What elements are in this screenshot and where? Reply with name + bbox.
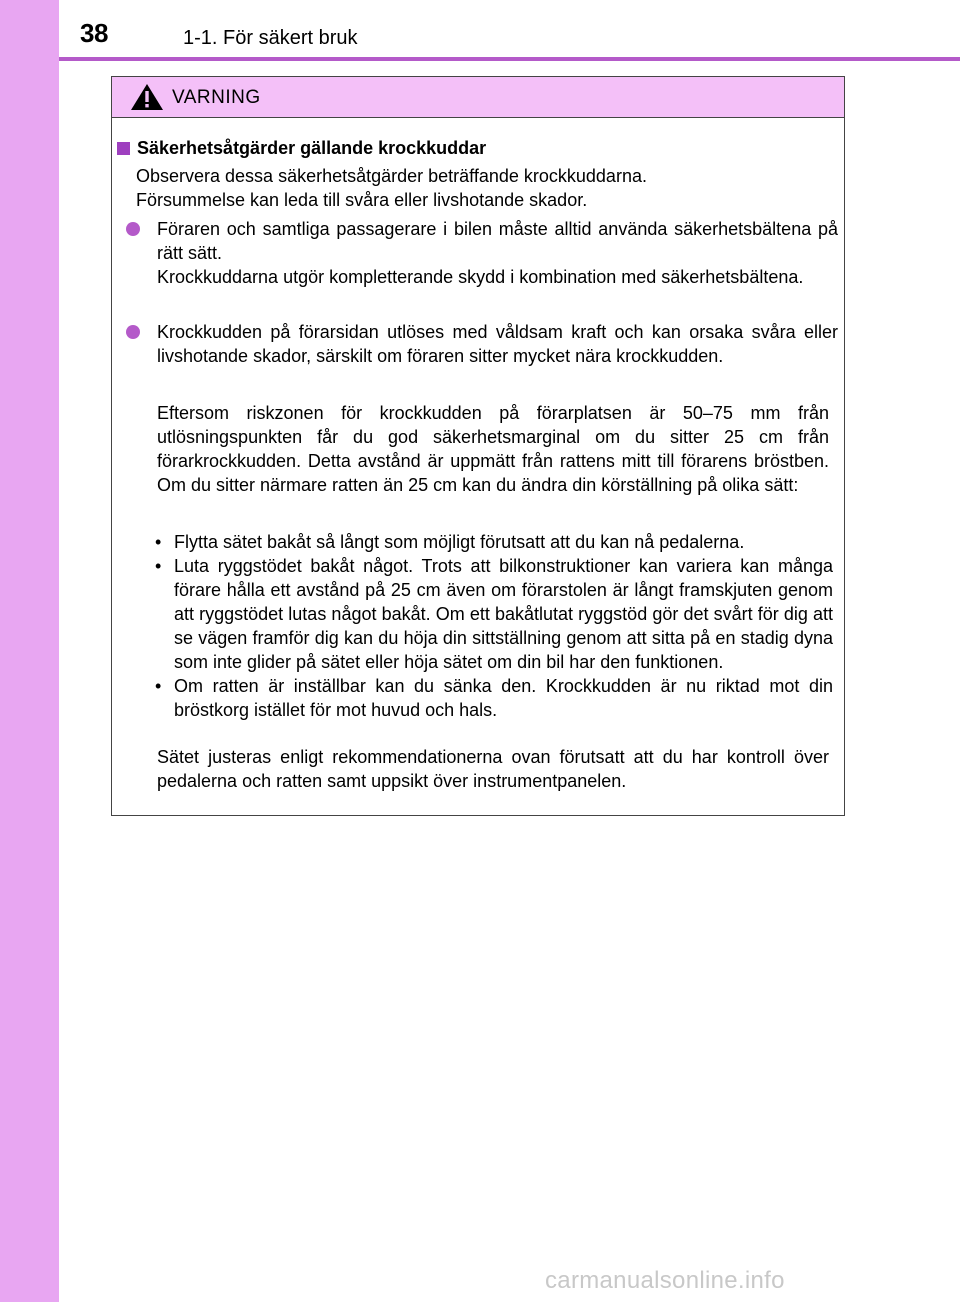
page-header [59,0,960,60]
list-item [152,530,833,554]
dot-bullet: • [155,556,162,576]
warning-triangle-icon [130,83,164,116]
watermark: carmanualsonline.info [545,1267,785,1294]
intro-text: Observera dessa säkerhetsåtgärder beträffande krockkuddarna. Försummelse kan leda till svåra eller livshotande skador. [136,166,647,210]
dot-bullet: • [155,676,162,696]
warning-heading-text: Säkerhetsåtgärder gällande krockkuddar [137,138,487,158]
side-color-strip [0,0,59,1302]
dot-bullet: • [155,532,162,552]
list-item [126,320,838,368]
square-bullet-icon [117,142,130,155]
list-item [152,674,833,722]
warning-heading [117,138,837,159]
list-item-text: Om ratten är inställbar kan du sänka den. Krockkudden är nu riktad mot din bröstkorg istället för mot huvud och hals. [174,676,833,720]
warning-box [111,76,845,816]
circle-bullet-icon [126,222,140,236]
warning-title: VARNING [172,87,261,108]
list-item [126,217,838,289]
bullet-extra-text: Krockkuddarna utgör kompletterande skydd i kombination med säkerhetsbältena. [157,267,804,287]
list-item [152,554,833,674]
distance-paragraph: Eftersom riskzonen för krockkudden på förarplatsen är 50–75 mm från utlösningspunkten får du god säkerhetsmarginal om du sitter 25 cm från förarkrockkudden. Detta avstånd är uppmätt från rattens mitt till förarens bröstben. Om du sitter närmare ratten än 25 cm kan du ändra din körställning på olika sätt: [157,403,829,495]
header-divider [59,57,960,61]
bullet-text: Föraren och samtliga passagerare i bilen måste alltid använda säkerhetsbältena på rätt sätt. [157,219,838,263]
list-item-text: Luta ryggstödet bakåt något. Trots att bilkonstruktioner kan variera kan många förare hålla ett avstånd på 25 cm även om förarstolen är långt framskjuten genom att ryggstödet lutas något bakåt. Om ett bakåtlutat ryggstöd gör det svårt för dig att se vägen framför dig kan du höja din sittställning genom att sitta på en stadig dyna som inte glider på sätet eller höja sätet om din bil har den funktionen. [174,556,833,672]
bullet-text: Krockkudden på förarsidan utlöses med våldsam kraft och kan orsaka svåra eller livshotande skador, särskilt om föraren sitter mycket nära krockkudden. [157,322,838,366]
page-number: 38 [80,18,108,48]
section-title: 1-1. För säkert bruk [183,27,358,49]
adjustment-list [152,530,833,722]
warning-header [112,77,844,118]
list-item-text: Flytta sätet bakåt så långt som möjligt förutsatt att du kan nå pedalerna. [174,532,745,552]
circle-bullet-icon [126,325,140,339]
closing-paragraph: Sätet justeras enligt rekommendationerna ovan förutsatt att du har kontroll över pedalerna och ratten samt uppsikt över instrumentpanelen. [157,747,829,791]
